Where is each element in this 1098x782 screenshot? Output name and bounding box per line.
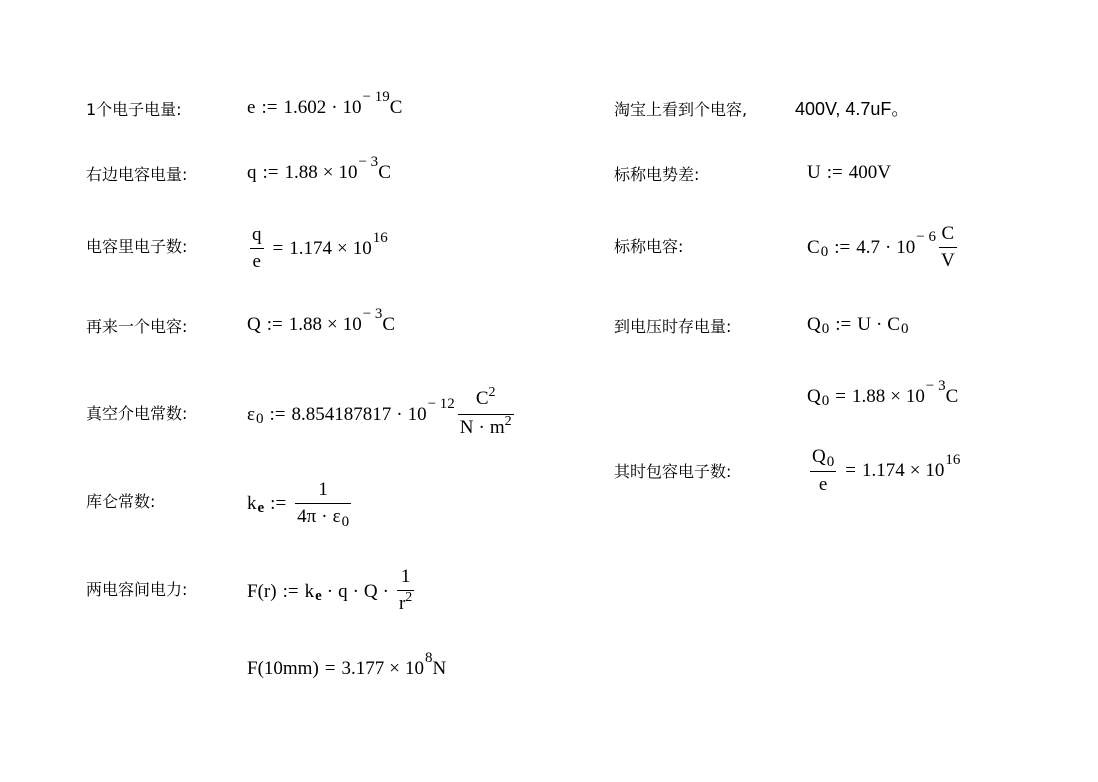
capacitor-spec: 400V, 4.7uF。 xyxy=(795,99,910,119)
eq-stored-charge-result: Q 0 = 1.88 × 10 − 3 C xyxy=(807,378,959,409)
fraction-permittivity-unit: $\frac{C2}{N \cdot m2}$ xyxy=(459,385,512,438)
label-taobao-capacitor: 淘宝上看到个电容, xyxy=(614,100,748,119)
label-coulomb-constant: 库仑常数: xyxy=(86,492,156,511)
eq-right-capacitor-charge: q := 1.88 × 10 − 3 C xyxy=(247,154,391,183)
eq-stored-charge: Q 0 := U · C 0 xyxy=(807,314,909,337)
eq-electron-count: $\frac{q}{e}$ = 1.174 × 10 16 xyxy=(252,224,388,272)
eq-another-capacitor: Q := 1.88 × 10 − 3 C xyxy=(247,306,396,335)
fraction-coulomb: $\frac{1}{4\pi \cdot \varepsilon 0}$ xyxy=(297,479,350,530)
eq-coulomb-constant: k e := $\frac{1}{4\pi \cdot \varepsilon 0}$ xyxy=(247,479,350,530)
eq-force-result: F(10mm) = 3.177 × 10 8 N xyxy=(247,650,447,679)
fraction-q-over-e: $\frac{q}{e}$ xyxy=(252,224,262,272)
label-nominal-voltage: 标称电势差: xyxy=(614,165,700,184)
label-electron-count: 电容里电子数: xyxy=(86,237,188,256)
label-electron-charge: 1个电子电量: xyxy=(86,100,182,119)
label-another-capacitor: 再来一个电容: xyxy=(86,317,188,336)
eq-contained-electrons: $\frac{Q0}{e}$ = 1.174 × 10 16 xyxy=(812,446,961,495)
label-stored-charge: 到电压时存电量: xyxy=(614,317,732,336)
label-force-between-capacitors: 两电容间电力: xyxy=(86,580,188,599)
label-right-capacitor-charge: 右边电容电量: xyxy=(86,165,188,184)
eq-nominal-capacitance: C 0 := 4.7 · 10 − 6 $\frac{C}{V}$ xyxy=(807,223,955,271)
eq-nominal-voltage: U := 400V xyxy=(807,162,891,183)
eq-force-function: F(r) := k e · q · Q · $\frac{1}{r2}$ xyxy=(247,566,417,617)
fraction-inverse-r-squared: $\frac{1}{r2}$ xyxy=(398,566,413,614)
fraction-q0-over-e: $\frac{Q0}{e}$ xyxy=(812,446,835,495)
label-vacuum-permittivity: 真空介电常数: xyxy=(86,404,188,423)
label-nominal-capacitance: 标称电容: xyxy=(614,237,684,256)
eq-vacuum-permittivity: ε 0 := 8.854187817 · 10 − 12 $\frac{C2}{N \cdot m2}$ xyxy=(247,388,517,441)
label-contained-electrons: 其时包容电子数: xyxy=(614,462,732,481)
eq-electron-charge: e := 1.602 · 10 − 19 C xyxy=(247,89,403,118)
fraction-c-over-v: $\frac{C}{V}$ xyxy=(940,223,955,271)
